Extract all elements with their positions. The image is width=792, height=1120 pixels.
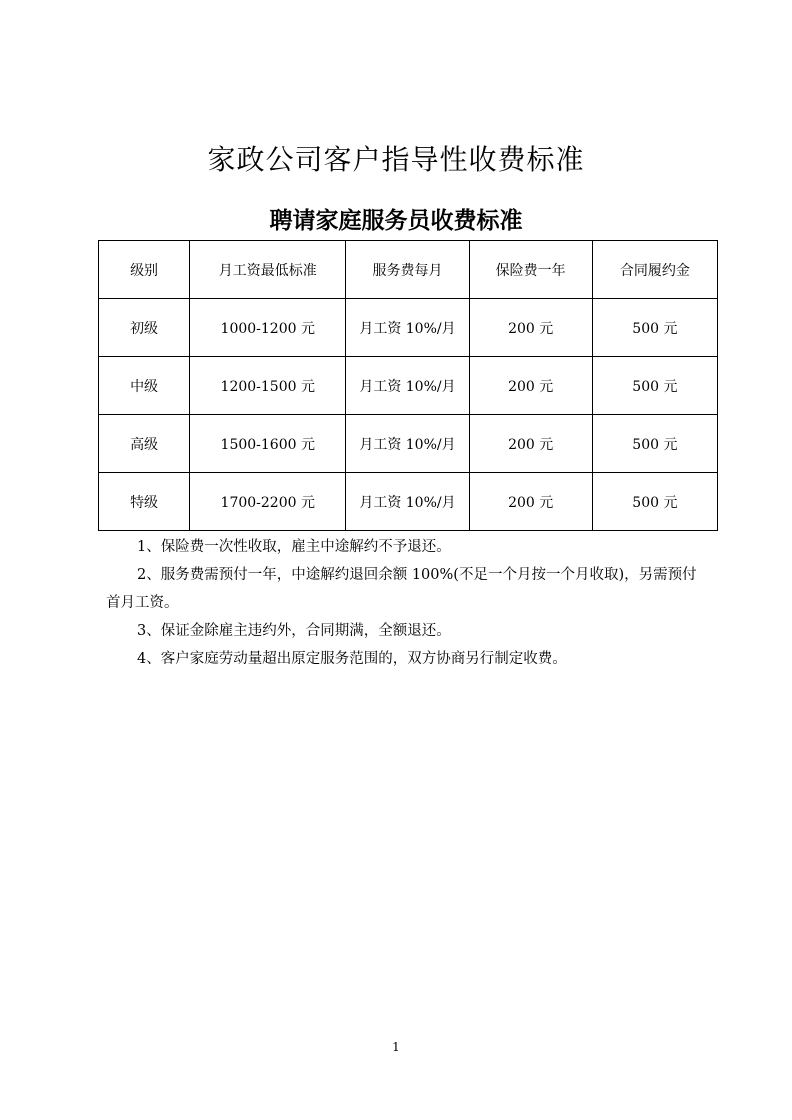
table-row	[99, 415, 718, 473]
table-row	[99, 357, 718, 415]
header-level: 级别	[99, 241, 190, 299]
cell-service-fee: 月工资 10%/月	[346, 357, 469, 415]
table-row	[99, 299, 718, 357]
fee-table	[98, 240, 718, 531]
cell-insurance: 200 元	[469, 473, 592, 531]
cell-level: 中级	[99, 357, 190, 415]
note-item: 2、服务费需预付一年，中途解约退回余额 100%(不足一个月按一个月收取)，另需预付首月工资。	[106, 567, 697, 611]
cell-min-salary: 1700-2200 元	[190, 473, 346, 531]
header-min-salary: 月工资最低标准	[190, 241, 346, 299]
cell-deposit: 500 元	[592, 299, 717, 357]
cell-min-salary: 1200-1500 元	[190, 357, 346, 415]
cell-service-fee: 月工资 10%/月	[346, 415, 469, 473]
header-service-fee: 服务费每月	[346, 241, 469, 299]
cell-level: 特级	[99, 473, 190, 531]
cell-min-salary: 1000-1200 元	[190, 299, 346, 357]
cell-deposit: 500 元	[592, 473, 717, 531]
notes-section	[106, 533, 706, 673]
page-number: 1	[392, 1040, 400, 1054]
page-title: 家政公司客户指导性收费标准	[207, 143, 585, 176]
table-header-row	[99, 241, 718, 299]
note-item: 4、客户家庭劳动量超出原定服务范围的，双方协商另行制定收费。	[137, 651, 567, 667]
note-item: 1、保险费一次性收取，雇主中途解约不予退还。	[137, 539, 451, 555]
cell-insurance: 200 元	[469, 415, 592, 473]
cell-level: 初级	[99, 299, 190, 357]
table-title: 聘请家庭服务员收费标准	[269, 208, 523, 234]
header-deposit: 合同履约金	[592, 241, 717, 299]
cell-service-fee: 月工资 10%/月	[346, 299, 469, 357]
cell-min-salary: 1500-1600 元	[190, 415, 346, 473]
cell-insurance: 200 元	[469, 299, 592, 357]
note-item: 3、保证金除雇主违约外，合同期满，全额退还。	[137, 623, 451, 639]
cell-insurance: 200 元	[469, 357, 592, 415]
table-row	[99, 473, 718, 531]
cell-service-fee: 月工资 10%/月	[346, 473, 469, 531]
cell-deposit: 500 元	[592, 357, 717, 415]
cell-level: 高级	[99, 415, 190, 473]
header-insurance: 保险费一年	[469, 241, 592, 299]
cell-deposit: 500 元	[592, 415, 717, 473]
